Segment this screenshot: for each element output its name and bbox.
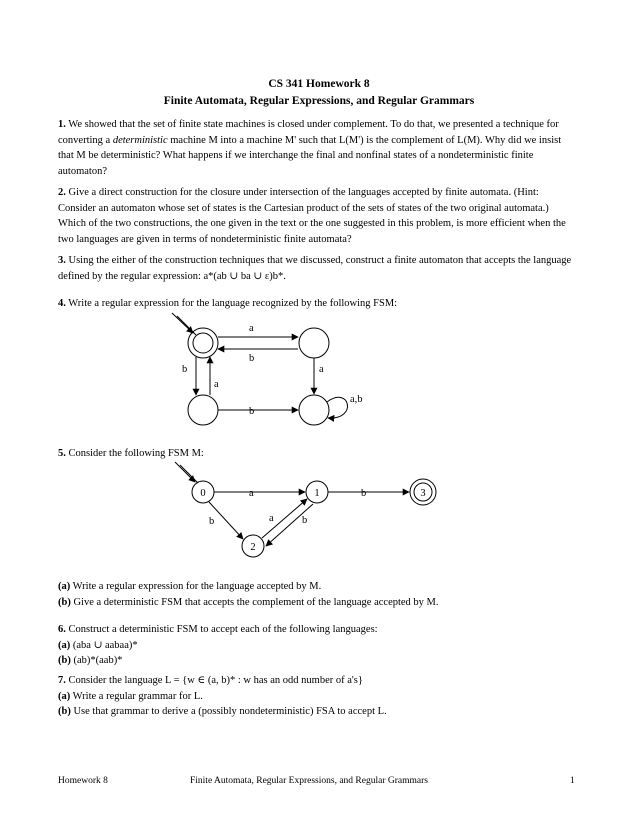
question-number: 5.: [58, 448, 66, 459]
question-number: 3.: [58, 255, 66, 266]
start-arrow: [180, 465, 198, 483]
question-6: [58, 622, 578, 669]
footer-center: Finite Automata, Regular Expressions, and Regular Grammars: [190, 776, 428, 786]
question-text: Using the either of the construction techniques that we discussed, construct a finite automaton that accepts the language defined by the regular expression: a*(ab ∪ ba ∪ ε)b*.: [58, 255, 572, 282]
transition-label: a,b: [350, 394, 363, 405]
transition-label: a: [249, 488, 254, 499]
transition-label: b: [249, 406, 255, 417]
part-a: (a) Write a regular grammar for L.: [58, 690, 203, 702]
question-text: Consider the following FSM M:: [65, 448, 204, 459]
question-5-parts: [58, 579, 578, 610]
question-number: 1.: [58, 119, 66, 130]
transition-label: a: [249, 323, 254, 334]
transition-label: b: [249, 353, 255, 364]
question-text: We showed that the set of finite state machines is closed under complement. To do that, we presented a technique for converting a: [58, 119, 559, 146]
question-text: Write a regular expression for the language recognized by the following FSM:: [65, 298, 398, 309]
question-number: 4.: [58, 298, 66, 309]
transition-label: b: [182, 364, 188, 375]
page-subtitle: Finite Automata, Regular Expressions, and Regular Grammars: [163, 95, 475, 107]
emphasis-text: deterministic: [112, 134, 168, 146]
question-line: 7. Consider the language L = {w ∈ (a, b)* : w has an odd number of a's}: [58, 675, 363, 686]
question-line: 6. Construct a deterministic FSM to accept each of the following languages:: [58, 624, 378, 635]
page-number: 1: [570, 776, 575, 786]
state-label: 0: [200, 488, 206, 499]
transition-label: b: [209, 516, 215, 527]
question-7: [58, 673, 578, 720]
transition-label: b: [302, 515, 308, 526]
transition-label: b: [361, 488, 367, 499]
transition-label: a: [214, 379, 219, 390]
state-label: 3: [420, 488, 426, 499]
part-a: (a) (aba ∪ aabaa)*: [58, 639, 138, 651]
state-label: 1: [314, 488, 320, 499]
question-number: 2.: [58, 187, 66, 198]
part-b: (b) (ab)*(aab)*: [58, 655, 123, 667]
start-arrow: [175, 462, 195, 482]
part-b: (b) Use that grammar to derive a (possibly nondeterministic) FSA to accept L.: [58, 706, 387, 718]
question-text-cont: machine M into a machine M' such that L(M') is the complement of L(M). Why did we insist that M be deterministic? What happens if we interchange the final and nonfinal states of a nondeterministic finite automaton?: [58, 134, 562, 177]
state-label: 2: [250, 542, 256, 553]
part-a: (a) Write a regular expression for the language accepted by M.: [58, 581, 322, 592]
question-text: Give a direct construction for the closure under intersection of the languages accepted by finite automata. (Hint: Consider an automaton whose set of states is the Cartesian product of the sets of states of the two original automata.) Which of the two constructions, the one given in the text or the one suggested in this problem, is more efficient when the two languages are given in terms of nondeterministic finite automata?: [58, 187, 566, 245]
part-b: (b) Give a deterministic FSM that accepts the complement of the language accepted by M.: [58, 596, 439, 608]
transition-label: a: [269, 513, 274, 524]
transition-label: a: [319, 364, 324, 375]
page-title: CS 341 Homework 8: [268, 78, 370, 90]
footer-left: Homework 8: [58, 776, 108, 786]
